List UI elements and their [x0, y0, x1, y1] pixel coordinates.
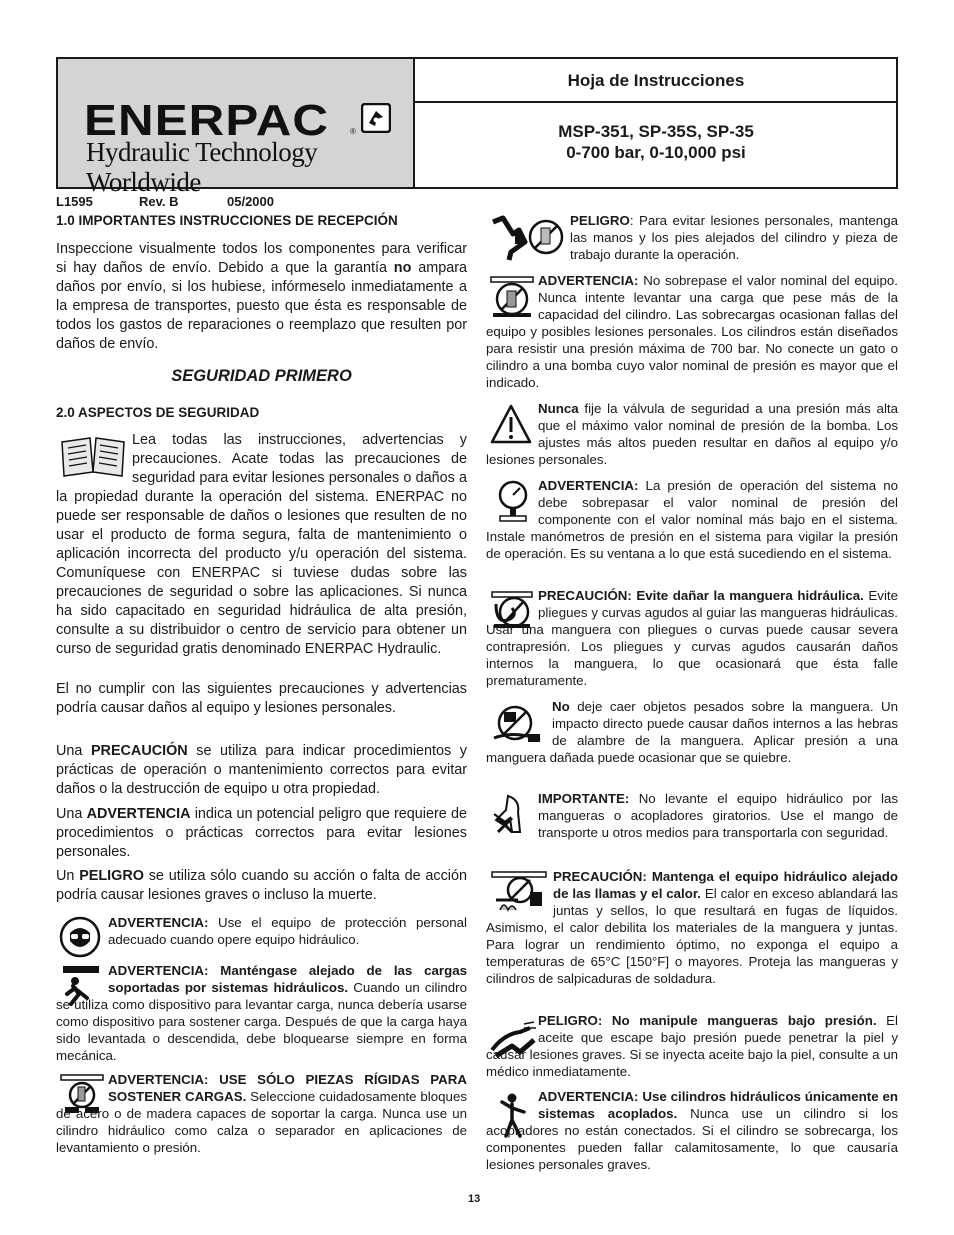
document-header [56, 57, 898, 197]
warning-coupled-systems: ADVERTENCIA: Use cilindros hidráulicos únicamente en sistemas acoplados. Nunca use un cilindro si los acopladores no están conectados. Si el cilindro se sobrecarga, los componentes pueden fallar calamitosamente, lo que causaría lesiones personales graves. [486, 1089, 899, 1172]
model-info [414, 103, 898, 187]
warning-drop-objects: No deje caer objetos pesados sobre la manguera. Un impacto directo puede causar daños internos a las hebras de alambre de la manguera. Aplicar presión a una manguera dañada puede ocasionar que se quiebre. [486, 699, 898, 765]
doc-date: 05/2000 [227, 194, 274, 209]
caution-hose-damage: PRECAUCIÓN: Evite dañar la manguera hidráulica. Evite pliegues y curvas agudos al guiar las mangueras hidráulicas. Usar una manguera con pliegues o curvas puede causar severa contrapresión. Los pliegues y curvas agudos causarán daños internos la manguera, lo que ocasionará que ésta falle prematuramente. [486, 588, 898, 688]
doc-number: L1595 [56, 194, 93, 209]
model-list: MSP-351, SP-35S, SP-35 [558, 122, 754, 141]
section-1-paragraph: Inspeccione visualmente todos los componentes para verificar si hay daños de envío. Debido a que la garantía no ampara daños por envío, si los hubiese, infórmeselo inmediatamente a la empresa de transportes, puesto que ésta es responsable de todos los gastos de reparaciones o reemplazo que resulten por daños de envío. [56, 241, 467, 352]
pressure-range: 0-700 bar, 0-10,000 psi [566, 143, 746, 162]
registered-mark: ® [350, 127, 356, 136]
warning-protective-equipment: ADVERTENCIA: Use el equipo de protección personal adecuado cuando opere equipo hidráulico. [108, 915, 467, 947]
warning-supported-loads: ADVERTENCIA: Manténgase alejado de las cargas soportadas por sistemas hidráulicos. Cuando un cilindro se utiliza como dispositivo para levantar carga, nunca debería usarse como dispositivo para sostener carga. Después de que la carga haya sido levantada o descendida, debe bloquearse siempre en forma mecánica. [56, 963, 467, 1063]
caution-heat: PRECAUCIÓN: Mantenga el equipo hidráulico alejado de las llamas y el calor. El calor en exceso ablandará las juntas y sellos, lo que resultará en fugas de líquidos. Asimismo, el calor debilita los materiales de la manguera y juntas. Para lograr un rendimiento óptimo, no exponga el equipo a temperaturas de 65°C [150°F] o mayores. Proteja las mangueras y cilindros de salpicaduras de soldadura. [486, 869, 898, 986]
protective-equipment-icon [59, 915, 101, 959]
safety-first-title: SEGURIDAD PRIMERO [171, 367, 352, 385]
doc-revision: Rev. B [139, 194, 179, 209]
logo-panel [58, 59, 415, 197]
section-1-heading: 1.0 IMPORTANTES INSTRUCCIONES DE RECEPCIÓN [56, 213, 398, 228]
enerpac-emblem-icon [361, 103, 391, 133]
danger-hands-feet: PELIGRO: Para evitar lesiones personales, mantenga las manos y los pies alejados del cilindro y pieza de trabajo durante la operación. [570, 213, 898, 262]
warning-definition: Una ADVERTENCIA indica un potencial peligro que requiere de procedimientos o prácticas correctos para evitar lesiones personales. [56, 806, 467, 860]
page-number: 13 [468, 1193, 481, 1205]
warning-relief-valve: Nunca fije la válvula de seguridad a una presión más alta que el máximo valor nominal de presión de la bomba. Los ajustes más altos pueden resultar en daños al equipo y/o lesiones personales. [486, 401, 898, 467]
caution-definition: Una PRECAUCIÓN se utiliza para indicar procedimientos y prácticas de operación o mantenimiento correctos para evitar daños o la destrucción de equipo u otra propiedad. [56, 743, 467, 797]
important-hose-lifting: IMPORTANTE: No levante el equipo hidráulico por las mangueras o acopladores giratorios. Use el mango de transporte u otros medios para transportarla con seguridad. [538, 791, 898, 840]
warning-rigid-parts: ADVERTENCIA: USE SÓLO PIEZAS RÍGIDAS PARA SOSTENER CARGAS. Seleccione cuidadosamente bloques de acero o de madera capaces de soportar la carga. Nunca use un cilindro hidráulico como calza o separador en aplicaciones de levantamiento o presión. [56, 1072, 467, 1155]
warning-system-pressure: ADVERTENCIA: La presión de operación del sistema no debe sobrepasar el valor nominal de presión del componente con el valor nominal más bajo en el sistema. Instale manómetros de presión en el sistema para vigilar la presión de operación. Es su ventana a lo que está sucediendo en el sistema. [486, 478, 898, 561]
document-title: Hoja de Instrucciones [414, 59, 898, 103]
warning-intro-paragraph: El no cumplir con las siguientes precauciones y advertencias podría causar daños al equipo y lesiones personales. [56, 681, 467, 716]
brand-tagline: Hydraulic Technology Worldwide [86, 137, 318, 197]
section-2-heading: 2.0 ASPECTOS DE SEGURIDAD [56, 405, 260, 420]
section-2-intro: Lea todas las instrucciones, advertencias y precauciones. Acate todas las precauciones de seguridad para evitar lesiones personales o daños a la propiedad durante la operación del sistema. ENERPAC no puede ser responsable de daños o lesiones que resulten de no usar el producto de forma segura, falta de mantenimiento o aplicación incorrecta del producto y/u operación del sistema. Comuníquese con ENERPAC si tuviese dudas sobre las precauciones de seguridad o sobre las aplicaciones. Si nunca ha sido capacitado en seguridad hidráulica de alta presión, consulte a su distribuidor o centro de servicio para obtener un curso de seguridad gratis denominado ENERPAC Hydraulic. [56, 432, 467, 657]
brand-logo: ENERPAC [84, 96, 330, 145]
danger-pressurized-hose: PELIGRO: No manipule mangueras bajo presión. El aceite que escape bajo presión puede penetrar la piel y causar lesiones graves. Si se inyecta aceite bajo la piel, consulte a un médico inmediatamente. [486, 1013, 898, 1079]
warning-capacity: ADVERTENCIA: No sobrepase el valor nominal del equipo. Nunca intente levantar una carga que pese más de la capacidad del cilindro. Las sobrecargas ocasionan fallas del equipo y posibles lesiones personales. Los cilindros están diseñados para resistir una presión máxima de 700 bar. No conecte un gato o cilindro a una bomba cuyo valor nominal de presión es mayor que el indicado. [486, 273, 898, 390]
danger-definition: Un PELIGRO se utiliza sólo cuando su acción o falta de acción podría causar lesiones graves o incluso la muerte. [56, 868, 467, 903]
